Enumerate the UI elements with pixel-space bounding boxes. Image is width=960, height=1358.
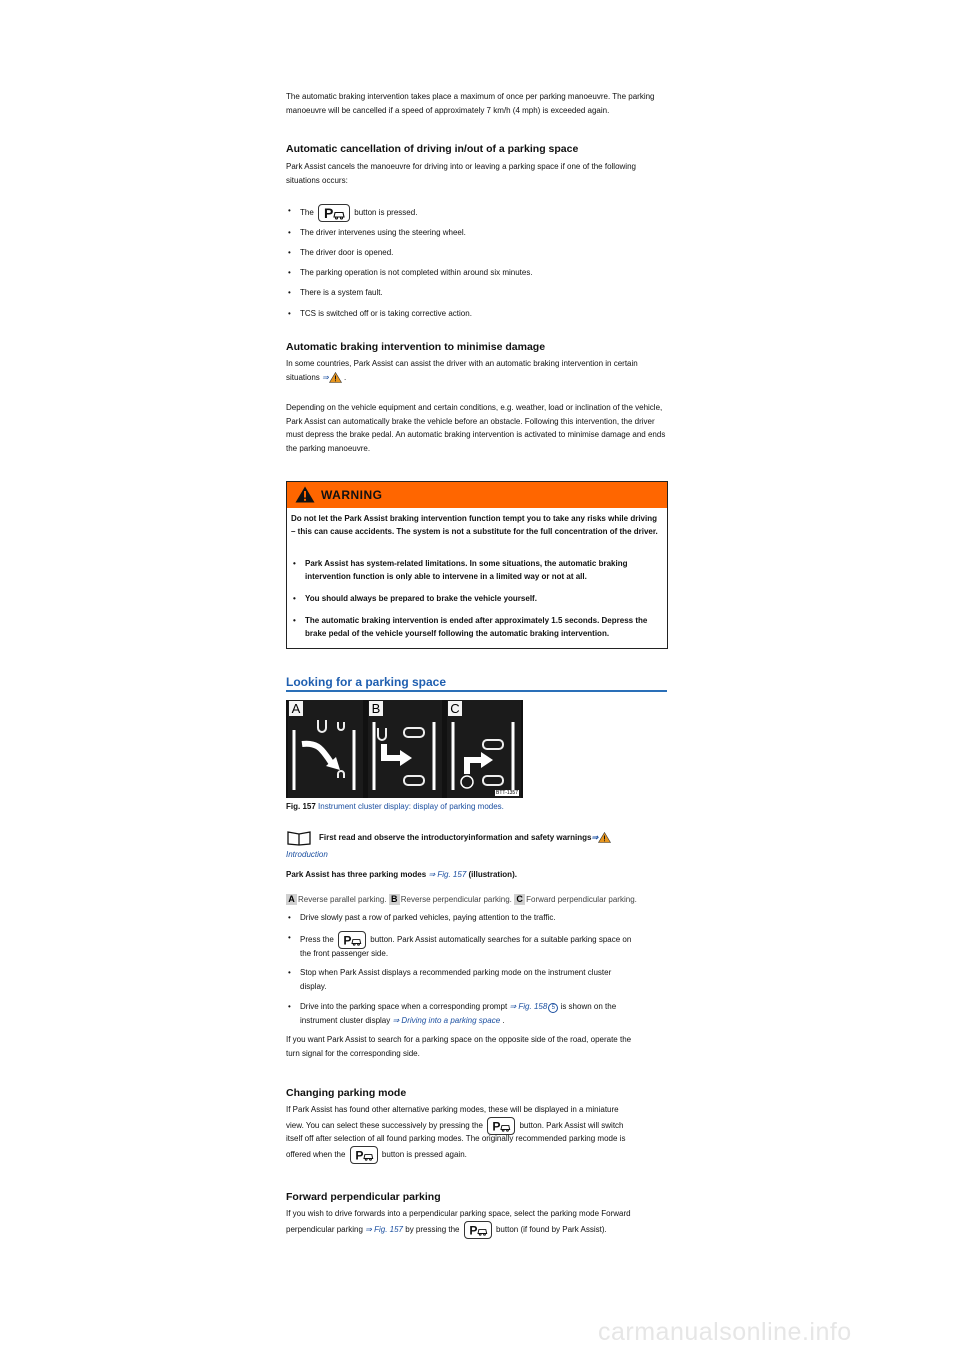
intro-paragraph: The automatic braking intervention takes place a maximum of once per parking manoeuvre. The parking manoeuvre will be cancelled if a speed of approximately 7 km/h (4 mph) is exceeded again.: [286, 92, 655, 115]
introduction-link[interactable]: Introduction: [286, 850, 328, 859]
park-assist-button-icon: [350, 1146, 378, 1164]
callout-number: 5: [548, 1003, 558, 1013]
note-warning-link[interactable]: ⇒: [592, 833, 612, 842]
legend-text: Forward perpendicular parking.: [526, 895, 637, 904]
book-icon: [286, 830, 312, 846]
watermark: carmanualsonline.info: [598, 1318, 852, 1346]
warning-text: Do not let the Park Assist braking intervention function tempt you to take any risks while driving – this can cause accidents. The system is not a substitute for the full concentration of the driver.: [291, 514, 658, 536]
changing-line-2: view. You can select these successively by pressing the P button. Park Assist will switch: [286, 1117, 667, 1135]
section-heading: Looking for a parking space: [286, 675, 667, 692]
legend-text: Reverse parallel parking.: [298, 895, 387, 904]
modes-paragraph: Park Assist has three parking modes ⇒ Fig. 157 (illustration).: [286, 870, 517, 879]
legend-letter: C: [514, 894, 525, 905]
panel-a: [288, 700, 363, 798]
warning-triangle-icon: [329, 372, 342, 383]
reverse-perpendicular-graphic: [368, 700, 442, 798]
braking-paragraph-1: In some countries, Park Assist can assist the driver with an automatic braking intervention in certain situations ⇒ .: [286, 359, 638, 382]
warning-box: WARNING Do not let the Park Assist braking intervention function tempt you to take any risks while driving – this can cause accidents. The system is not a substitute for the full concentration of the driver. • Park Assist has system-related limitations. In some situations, the automatic braking intervention function is only able to intervene in a limited way or not at all. • You should always be prepared to brake the vehicle yourself. • The automatic braking intervention is ended after approximately 1.5 seconds. Depress the brake pedal of the vehicle yourself following the automatic braking intervention.: [286, 481, 668, 649]
cancel-heading: Automatic cancellation of driving in/out of a parking space: [286, 143, 579, 155]
svg-text:P: P: [469, 1223, 478, 1238]
warning-link[interactable]: ⇒: [322, 373, 342, 382]
figure-parking-modes: [286, 700, 523, 798]
svg-text:P: P: [324, 205, 334, 221]
warning-triangle-icon: [295, 486, 315, 503]
changing-line-3: itself off after selection of all found parking modes. The originally recommended parking mode is: [286, 1134, 626, 1143]
warning-title: WARNING: [321, 488, 383, 502]
warning-triangle-icon: [598, 832, 611, 843]
mode-legend: [286, 893, 667, 907]
figure-caption: Fig. 157 Instrument cluster display: display of parking modes.: [286, 802, 504, 811]
changing-line-4: offered when the P button is pressed again.: [286, 1146, 667, 1164]
changing-heading: Changing parking mode: [286, 1087, 407, 1099]
forward-perpendicular-graphic: [447, 700, 521, 798]
cancel-item-post: button is pressed.: [354, 208, 418, 218]
braking-heading: Automatic braking intervention to minimise damage: [286, 341, 546, 353]
warning-header: [287, 482, 667, 508]
svg-text:P: P: [343, 933, 352, 948]
changing-line-1: If Park Assist has found other alternative parking modes, these will be displayed in a miniature: [286, 1105, 619, 1114]
forward-heading: Forward perpendicular parking: [286, 1191, 441, 1203]
svg-text:P: P: [355, 1148, 364, 1163]
panel-label: C: [448, 701, 462, 716]
park-assist-button-icon: [464, 1221, 492, 1239]
legend-letter: B: [389, 894, 400, 905]
note-text: First read and observe the introductoryinformation and safety warnings⇒: [319, 831, 667, 845]
park-assist-button-icon: [318, 204, 350, 222]
legend-letter: A: [286, 894, 297, 905]
panel-label: B: [369, 701, 383, 716]
parallel-parking-graphic: [288, 700, 363, 798]
panel-label: A: [289, 701, 303, 716]
legend-text: Reverse perpendicular parking.: [400, 895, 512, 904]
fig157-link[interactable]: ⇒ Fig. 157: [428, 870, 467, 879]
panel-b: [368, 700, 442, 798]
forward-line-2: perpendicular parking ⇒ Fig. 157 by pressing the P button (if found by Park Assist).: [286, 1221, 667, 1239]
cancel-item-pre: The: [300, 208, 314, 218]
fig157-link[interactable]: ⇒ Fig. 157: [365, 1225, 404, 1235]
opposite-side-paragraph: If you want Park Assist to search for a parking space on the opposite side of the road, operate the turn signal for the corresponding side.: [286, 1035, 632, 1058]
forward-line-1: If you wish to drive forwards into a perpendicular parking space, select the parking mode Forward: [286, 1209, 631, 1218]
braking-paragraph-2: Depending on the vehicle equipment and certain conditions, e.g. weather, load or inclination of the vehicle, Park Assist can automatically brake the vehicle before an obstacle. Following this intervention, the driver must depress the brake pedal. An automatic braking intervention is activated to minimise damage and ends the parking manoeuvre.: [286, 403, 666, 453]
fig158-link[interactable]: ⇒ Fig. 158 5: [509, 1002, 558, 1011]
panel-c: [447, 700, 521, 798]
figure-code: BTT-1357: [496, 790, 518, 796]
driving-into-link[interactable]: ⇒ Driving into a parking space: [392, 1016, 501, 1025]
svg-text:P: P: [492, 1119, 501, 1134]
cancel-paragraph: Park Assist cancels the manoeuvre for driving into or leaving a parking space if one of the following situations occurs:: [286, 162, 636, 185]
